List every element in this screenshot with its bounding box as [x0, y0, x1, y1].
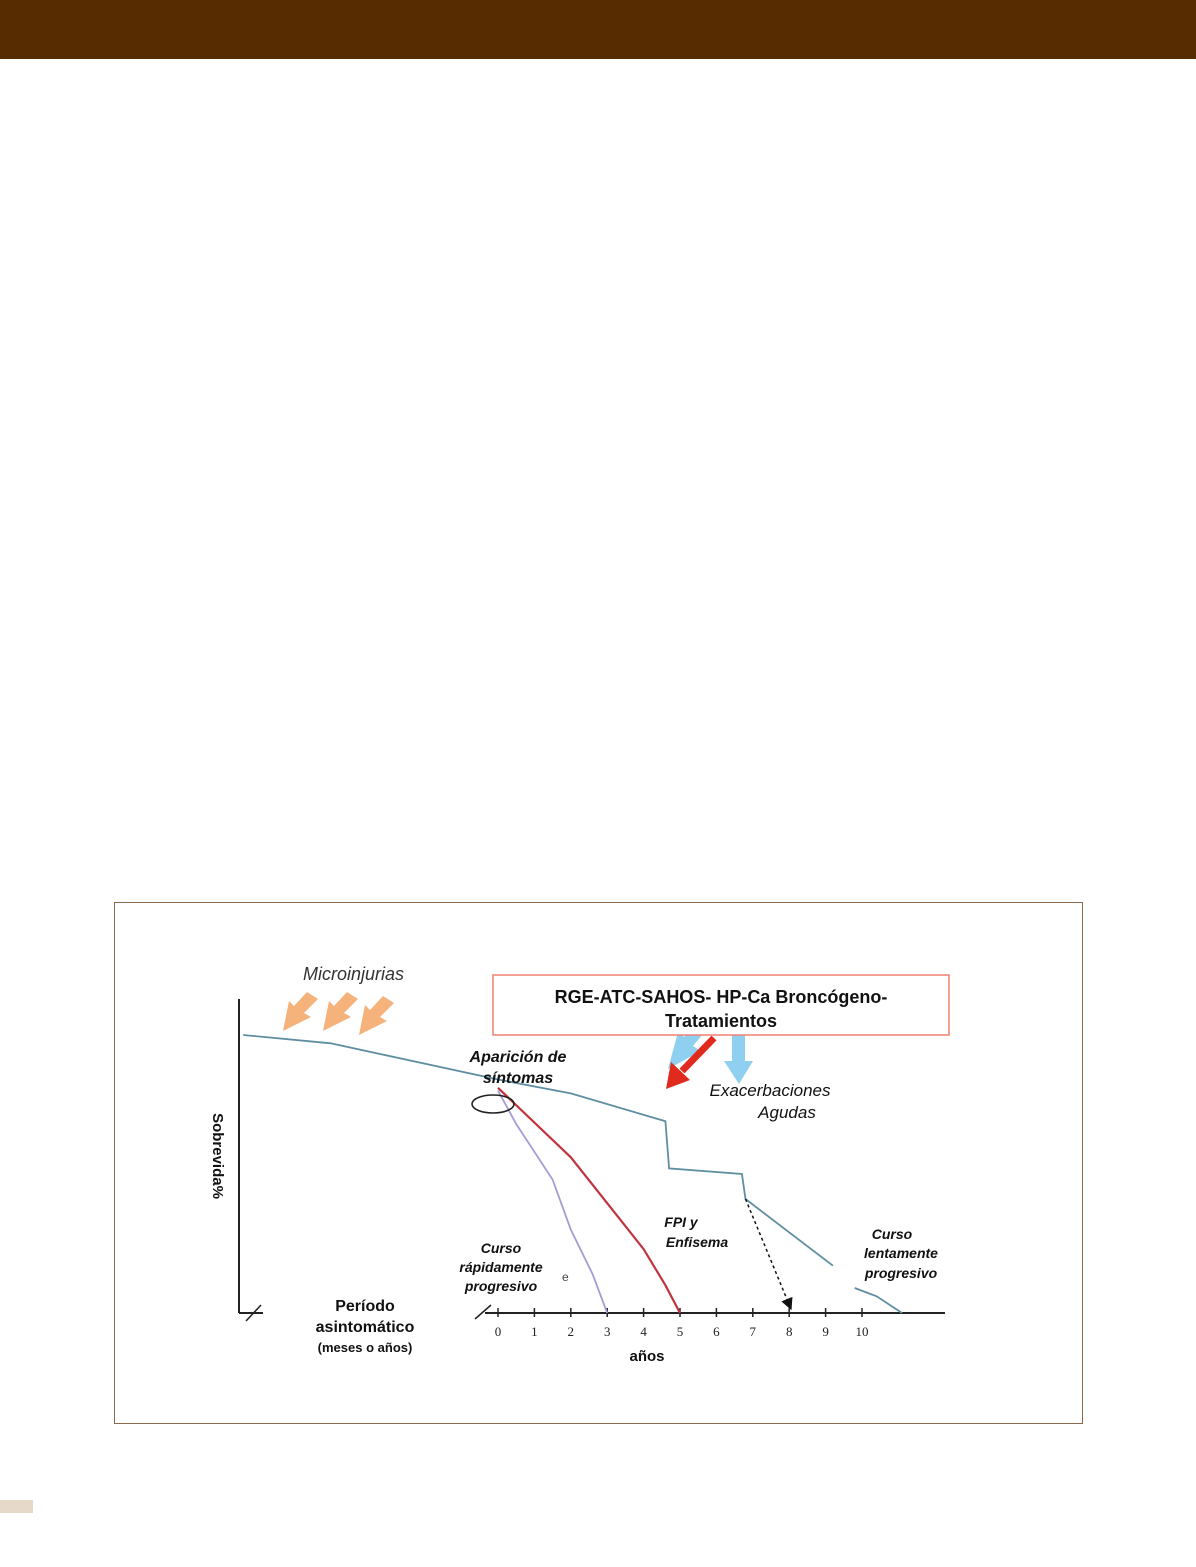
asymptomatic-label-line1: Período: [335, 1298, 395, 1315]
label-fpi-line1: FPI y: [664, 1214, 698, 1230]
microinjury-arrow-1: [283, 992, 318, 1031]
callout-text-line1: RGE-ATC-SAHOS- HP-Ca Broncógeno-: [554, 987, 888, 1007]
x-axis-label: años: [629, 1348, 665, 1365]
label-slow-line3: progresivo: [864, 1265, 938, 1281]
survival-chart: [115, 903, 1082, 1423]
x-tick-label-1: 1: [531, 1324, 538, 1339]
header-bar: [0, 0, 1196, 59]
x-tick-label-5: 5: [676, 1324, 684, 1339]
label-stray-char: e: [562, 1270, 569, 1284]
symptom-onset-ellipse: [472, 1095, 514, 1113]
x-tick-label-0: 0: [494, 1324, 502, 1339]
label-microinjurias: Microinjurias: [303, 964, 405, 984]
x-tick-label-3: 3: [603, 1324, 611, 1339]
x-tick-label-2: 2: [567, 1324, 575, 1339]
label-exacerbaciones-line2: Agudas: [758, 1103, 816, 1122]
label-exacerbaciones-line1: Exacerbaciones: [709, 1081, 831, 1100]
x-tick-label-6: 6: [713, 1324, 720, 1339]
label-sintomas-line2: síntomas: [482, 1070, 554, 1087]
exacerbation-arrow-2: [724, 1028, 753, 1084]
y-axis-label: Sobrevida%: [209, 1113, 226, 1199]
microinjury-arrow-2: [323, 992, 358, 1031]
label-slow-line2: lentamente: [864, 1245, 938, 1261]
x-tick-label-4: 4: [640, 1324, 647, 1339]
label-sintomas-line1: Aparición de: [469, 1049, 567, 1066]
label-rapid-line3: progresivo: [464, 1278, 538, 1294]
asymptomatic-label-line2: asintomático: [315, 1319, 415, 1336]
x-tick-labels: [495, 1324, 869, 1339]
callout-text-line2: Tratamientos: [664, 1011, 778, 1031]
page-corner-marker: [0, 1500, 33, 1513]
label-fpi-line2: Enfisema: [665, 1234, 729, 1250]
x-tick-label-7: 7: [749, 1324, 757, 1339]
x-tick-label-9: 9: [822, 1324, 829, 1339]
x-tick-label-10: 10: [855, 1324, 869, 1339]
asymptomatic-label-line3: (meses o años): [317, 1340, 413, 1355]
label-slow-line1: Curso: [871, 1226, 913, 1242]
figure-frame: [114, 902, 1083, 1424]
label-rapid-line2: rápidamente: [459, 1259, 543, 1275]
x-tick-label-8: 8: [785, 1324, 793, 1339]
microinjury-arrow-3: [359, 996, 394, 1035]
label-rapid-line1: Curso: [480, 1240, 522, 1256]
